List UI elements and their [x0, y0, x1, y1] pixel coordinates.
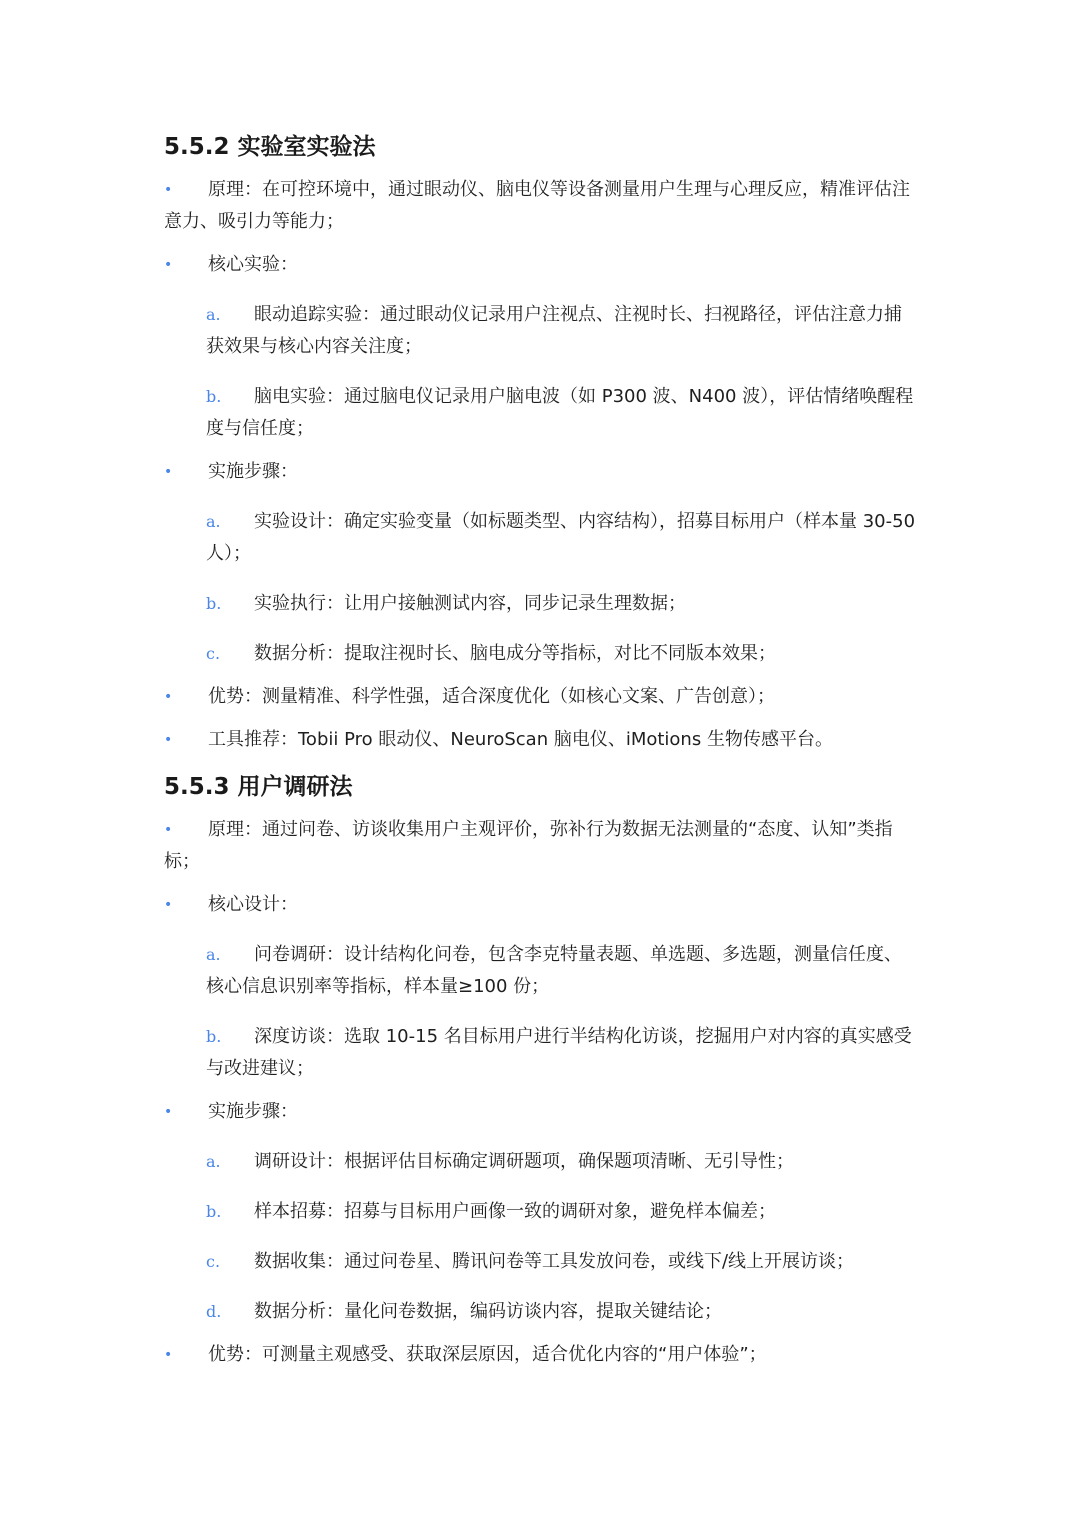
list-item-text: 原理：在可控环境中，通过眼动仪、脑电仪等设备测量用户生理与心理反应，精准评估注意力、吸引力等能力； [164, 179, 910, 232]
sub-item-text: 实验执行：让用户接触测试内容，同步记录生理数据； [254, 593, 686, 614]
bullet-icon: • [164, 182, 173, 198]
list-item-text: 原理：通过问卷、访谈收集用户主观评价，弥补行为数据无法测量的“态度、认知”类指标； [164, 819, 893, 872]
sub-item [206, 381, 916, 445]
sub-item-marker: a. [206, 305, 221, 324]
sub-item-text: 数据分析：量化问卷数据，编码访谈内容，提取关键结论； [254, 1301, 722, 1322]
sub-item-text: 深度访谈：选取 10-15 名目标用户进行半结构化访谈，挖掘用户对内容的真实感受与改进建议； [206, 1026, 912, 1079]
sub-item-marker: a. [206, 512, 221, 531]
sub-item-marker: a. [206, 1152, 221, 1171]
list-item-principle [164, 174, 916, 238]
list-item-advantages [164, 1339, 916, 1371]
list-item-text: 核心实验： [208, 254, 298, 275]
sub-item-marker: a. [206, 945, 221, 964]
list-item-core-design [164, 889, 916, 921]
list-item-text: 核心设计： [208, 894, 298, 915]
document-page [164, 0, 916, 1382]
bullet-icon: • [164, 732, 173, 748]
bullet-icon: • [164, 897, 173, 913]
list-item-text: 工具推荐：Tobii Pro 眼动仪、NeuroScan 脑电仪、iMotions 生物传感平台。 [208, 729, 833, 750]
section-heading-lab-experiment: 5.5.2 实验室实验法 [164, 134, 376, 160]
sub-item [206, 1146, 916, 1178]
sub-item-text: 实验设计：确定实验变量（如标题类型、内容结构），招募目标用户（样本量 30-50 人）； [206, 511, 916, 564]
bullet-icon: • [164, 464, 173, 480]
sub-item [206, 588, 916, 620]
sub-item-marker: c. [206, 1252, 221, 1271]
sub-item-marker: b. [206, 1202, 222, 1221]
list-item-implementation-steps [164, 456, 916, 488]
sub-item-text: 眼动追踪实验：通过眼动仪记录用户注视点、注视时长、扫视路径，评估注意力捕获效果与核心内容关注度； [206, 304, 902, 357]
bullet-icon: • [164, 689, 173, 705]
sub-item-text: 问卷调研：设计结构化问卷，包含李克特量表题、单选题、多选题，测量信任度、核心信息识别率等指标，样本量≥100 份； [206, 944, 902, 997]
list-item-advantages [164, 681, 916, 713]
list-item-core-experiment [164, 249, 916, 281]
list-item-text: 实施步骤： [208, 1101, 298, 1122]
list-item-text: 实施步骤： [208, 461, 298, 482]
sub-item [206, 506, 916, 570]
section-heading-user-research: 5.5.3 用户调研法 [164, 774, 353, 800]
sub-item-marker: d. [206, 1302, 222, 1321]
list-item-principle [164, 814, 916, 878]
sub-item [206, 638, 916, 670]
list-item-tools [164, 724, 916, 756]
sub-item [206, 939, 916, 1003]
sub-item-text: 数据收集：通过问卷星、腾讯问卷等工具发放问卷，或线下/线上开展访谈； [254, 1251, 855, 1272]
bullet-icon: • [164, 822, 173, 838]
bullet-icon: • [164, 257, 173, 273]
bullet-icon: • [164, 1104, 173, 1120]
sub-item [206, 1196, 916, 1228]
list-item-text: 优势：测量精准、科学性强，适合深度优化（如核心文案、广告创意）； [208, 686, 775, 707]
list-item-implementation-steps [164, 1096, 916, 1128]
sub-item-marker: b. [206, 594, 222, 613]
list-item-text: 优势：可测量主观感受、获取深层原因，适合优化内容的“用户体验”； [208, 1344, 767, 1365]
sub-item [206, 299, 916, 363]
sub-item-marker: b. [206, 387, 222, 406]
sub-item-marker: c. [206, 644, 221, 663]
sub-item-marker: b. [206, 1027, 222, 1046]
sub-item-text: 调研设计：根据评估目标确定调研题项，确保题项清晰、无引导性； [254, 1151, 794, 1172]
sub-item [206, 1296, 916, 1328]
sub-item [206, 1021, 916, 1085]
sub-item-text: 样本招募：招募与目标用户画像一致的调研对象，避免样本偏差； [254, 1201, 776, 1222]
sub-item [206, 1246, 916, 1278]
sub-item-text: 数据分析：提取注视时长、脑电成分等指标，对比不同版本效果； [254, 643, 776, 664]
bullet-icon: • [164, 1347, 173, 1363]
sub-item-text: 脑电实验：通过脑电仪记录用户脑电波（如 P300 波、N400 波），评估情绪唤醒程度与信任度； [206, 386, 914, 439]
